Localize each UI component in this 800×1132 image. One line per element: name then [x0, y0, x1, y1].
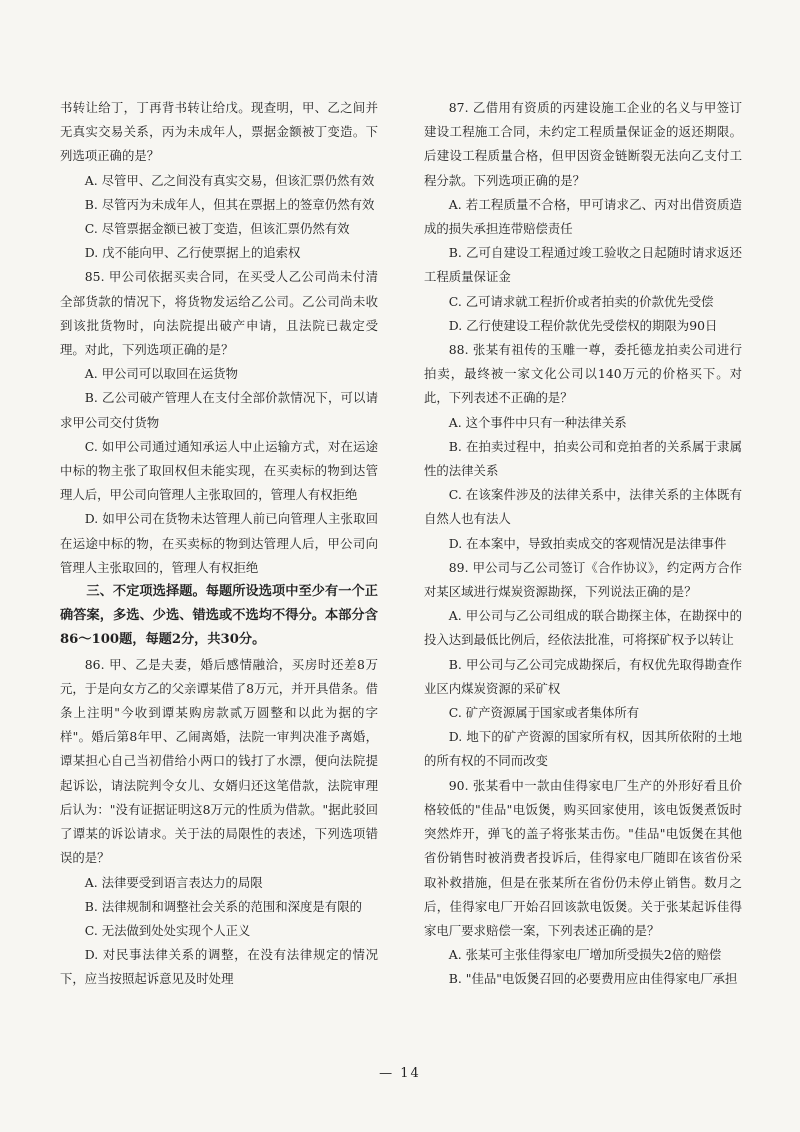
right-column	[424, 96, 742, 992]
section-heading: 三、不定项选择题。每题所设选项中至少有一个正确答案，多选、少选、错选或不选均不得分。本部分含86～100题，每题2分，共30分。	[60, 584, 378, 648]
question-84-option-b: B. 尽管丙为未成年人，但其在票据上的签章仍然有效	[84, 196, 375, 212]
question-86-option-d: D. 对民事法律关系的调整，在没有法律规定的情况下，应当按照起诉意见及时处理	[60, 947, 378, 987]
question-84-option-d: D. 戊不能向甲、乙行使票据上的追索权	[84, 245, 301, 261]
left-column	[60, 96, 378, 992]
question-85-stem: 85. 甲公司依据买卖合同，在买受人乙公司尚未付清全部货款的情况下，将货物发运给乙公司。乙公司尚未收到该批货物时，向法院提出破产申请，且法院已裁定受理。对此，下列选项正确的是？	[60, 269, 378, 358]
question-85-option-c: C. 如甲公司通过通知承运人中止运输方式，对在运途中标的物主张了取回权但未能实现，在买卖标的物到达管理人后，甲公司向管理人主张取回的，管理人有权拒绝	[60, 438, 378, 503]
question-88-option-d: D. 在本案中，导致拍卖成交的客观情况是法律事件	[448, 535, 727, 551]
question-84-option-a: A. 尽管甲、乙之间没有真实交易，但该汇票仍然有效	[84, 172, 375, 188]
question-88-option-c: C. 在该案件涉及的法律关系中，法律关系的主体既有自然人也有法人	[424, 487, 742, 527]
question-89-option-b: B. 甲公司与乙公司完成勘探后，有权优先取得勘查作业区内煤炭资源的采矿权	[424, 656, 742, 696]
page-number: — 14	[379, 1066, 421, 1081]
question-87-option-b: B. 乙可自建设工程通过竣工验收之日起随时请求返还工程质量保证金	[424, 245, 742, 285]
question-88-option-b: B. 在拍卖过程中，拍卖公司和竞拍者的关系属于隶属性的法律关系	[424, 438, 742, 479]
question-84-option-c: C. 尽管票据金额已被丁变造，但该汇票仍然有效	[84, 221, 350, 237]
question-86-option-c: C. 无法做到处处实现个人正义	[84, 922, 251, 938]
question-90-stem: 90. 张某看中一款由佳得家电厂生产的外形好看且价格较低的"佳品"电饭煲，购买回家使用，该电饭煲煮饭时突然炸开，弹飞的盖子将张某击伤。"佳品"电饭煲在其他省份销售时被消费者投诉后，佳得家电厂随即在该省份采取补救措施，但是在张某所在省份仍未停止销售。数月之后，佳得家电厂开始召回该款电饭煲。关于张某起诉佳得家电厂要求赔偿一案，下列表述正确的是？	[424, 777, 742, 938]
question-89-option-c: C. 矿产资源属于国家或者集体所有	[448, 705, 640, 721]
question-89-option-d: D. 地下的矿产资源的国家所有权，因其所依附的土地的所有权的不同而改变	[424, 729, 742, 769]
question-89-stem: 89. 甲公司与乙公司签订《合作协议》，约定两方合作对某区域进行煤炭资源勘探，下列说法正确的是？	[424, 559, 742, 600]
question-85-option-d: D. 如甲公司在货物未达管理人前已向管理人主张取回在运途中标的物，在买卖标的物到达管理人后，甲公司向管理人主张取回的，管理人有权拒绝	[60, 511, 378, 575]
question-88-stem: 88. 张某有祖传的玉雕一尊，委托德龙拍卖公司进行拍卖，最终被一家文化公司以140万元的价格买下。对此，下列表述不正确的是？	[424, 342, 742, 406]
question-90-option-a: A. 张某可主张佳得家电厂增加所受损失2倍的赔偿	[448, 947, 722, 963]
question-86-option-b: B. 法律规制和调整社会关系的范围和深度是有限的	[84, 898, 362, 914]
question-88-option-a: A. 这个事件中只有一种法律关系	[448, 414, 627, 430]
question-87-option-a: A. 若工程质量不合格，甲可请求乙、丙对出借资质造成的损失承担连带赔偿责任	[424, 196, 742, 237]
question-84-stem-continued: 书转让给丁，丁再背书转让给戊。现查明，甲、乙之间并无真实交易关系，丙为未成年人，票据金额被丁变造。下列选项正确的是？	[60, 100, 378, 164]
question-85-option-a: A. 甲公司可以取回在运货物	[84, 366, 238, 382]
question-85-option-b: B. 乙公司破产管理人在支付全部价款情况下，可以请求甲公司交付货物	[60, 390, 378, 430]
question-87-option-d: D. 乙行使建设工程价款优先受偿权的期限为90日	[448, 317, 718, 333]
question-87-option-c: C. 乙可请求就工程折价或者拍卖的价款优先受偿	[448, 293, 714, 309]
question-90-option-b: B. "佳品"电饭煲召回的必要费用应由佳得家电厂承担	[448, 971, 738, 987]
question-86-stem: 86. 甲、乙是夫妻，婚后感情融洽，买房时还差8万元，于是向女方乙的父亲谭某借了8万元，并开具借条。借条上注明"今收到谭某购房款贰万圆整和以此为据的字样"。婚后第8年甲、乙闹离婚，法院一审判决准予离婚，谭某担心自己当初借给小两口的钱打了水漂，便向法院提起诉讼，请法院判令女儿、女婿归还这笔借款，法院审理后认为："没有证据证明这8万元的性质为借款。"据此驳回了谭某的诉讼请求。关于法的局限性的表述，下列选项错误的是？	[60, 656, 378, 866]
question-89-option-a: A. 甲公司与乙公司组成的联合勘探主体，在勘探中的投入达到最低比例后，经依法批准，可将探矿权予以转让	[424, 608, 742, 648]
question-87-stem: 87. 乙借用有资质的丙建设施工企业的名义与甲签订建设工程施工合同，未约定工程质量保证金的返还期限。后建设工程质量合格，但甲因资金链断裂无法向乙支付工程分款。下列选项正确的是？	[424, 100, 742, 188]
question-86-option-a: A. 法律要受到语言表达力的局限	[84, 874, 263, 890]
